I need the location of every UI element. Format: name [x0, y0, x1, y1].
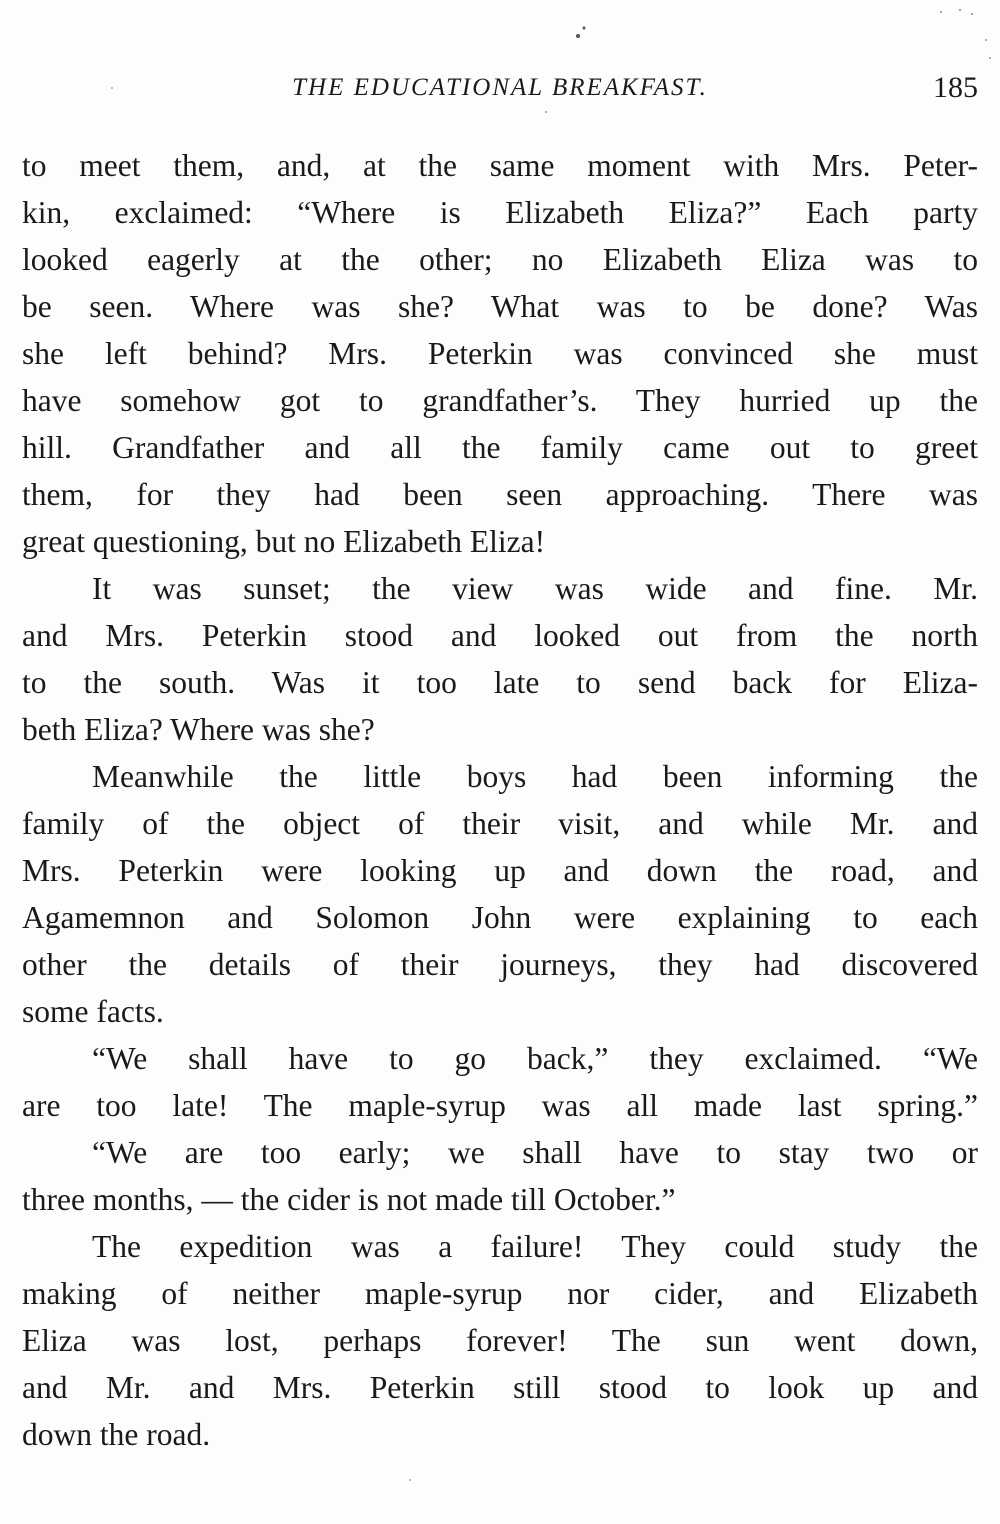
text-line: and Mr. and Mrs. Peterkin still stood to look up and — [22, 1370, 978, 1405]
text-line: other the details of their journeys, they had discovered — [22, 947, 978, 982]
text-line: she left behind? Mrs. Peterkin was convinced she must — [22, 336, 978, 371]
text-line: Mrs. Peterkin were looking up and down the road, and — [22, 853, 978, 888]
text-line: great questioning, but no Elizabeth Eliza! — [22, 524, 546, 559]
text-line: down the road. — [22, 1417, 211, 1452]
text-line: Meanwhile the little boys had been informing the — [92, 759, 978, 794]
text-line: It was sunset; the view was wide and fine. Mr. — [92, 571, 978, 606]
text-line: them, for they had been seen approaching. There was — [22, 477, 978, 512]
text-line: be seen. Where was she? What was to be done? Was — [22, 289, 978, 324]
text-line: some facts. — [22, 994, 164, 1029]
text-line: Eliza was lost, perhaps forever! The sun went down, — [22, 1323, 978, 1358]
page-number: 185 — [933, 71, 978, 104]
text-line: “We shall have to go back,” they exclaimed. “We — [92, 1041, 978, 1076]
text-line: making of neither maple-syrup nor cider, and Elizabeth — [22, 1276, 978, 1311]
text-line: three months, — the cider is not made till October.” — [22, 1182, 676, 1217]
text-line: Agamemnon and Solomon John were explaining to each — [22, 900, 978, 935]
text-line: and Mrs. Peterkin stood and looked out from the north — [22, 618, 978, 653]
text-line: “We are too early; we shall have to stay two or — [92, 1135, 978, 1170]
text-line: to the south. Was it too late to send back for Eliza- — [22, 665, 978, 700]
text-line: to meet them, and, at the same moment with Mrs. Peter- — [22, 148, 978, 183]
text-line: kin, exclaimed: “Where is Elizabeth Eliza?” Each party — [22, 195, 978, 230]
text-line: looked eagerly at the other; no Elizabeth Eliza was to — [22, 242, 978, 277]
text-line: The expedition was a failure! They could study the — [92, 1229, 978, 1264]
text-line: family of the object of their visit, and while Mr. and — [22, 806, 978, 841]
text-line: are too late! The maple-syrup was all made last spring.” — [22, 1088, 978, 1123]
running-title: THE EDUCATIONAL BREAKFAST. — [292, 74, 708, 101]
running-head — [22, 68, 978, 108]
text-line: hill. Grandfather and all the family came out to greet — [22, 430, 978, 465]
text-line: beth Eliza? Where was she? — [22, 712, 375, 747]
text-line: have somehow got to grandfather’s. They hurried up the — [22, 383, 978, 418]
body-text — [22, 142, 978, 1458]
